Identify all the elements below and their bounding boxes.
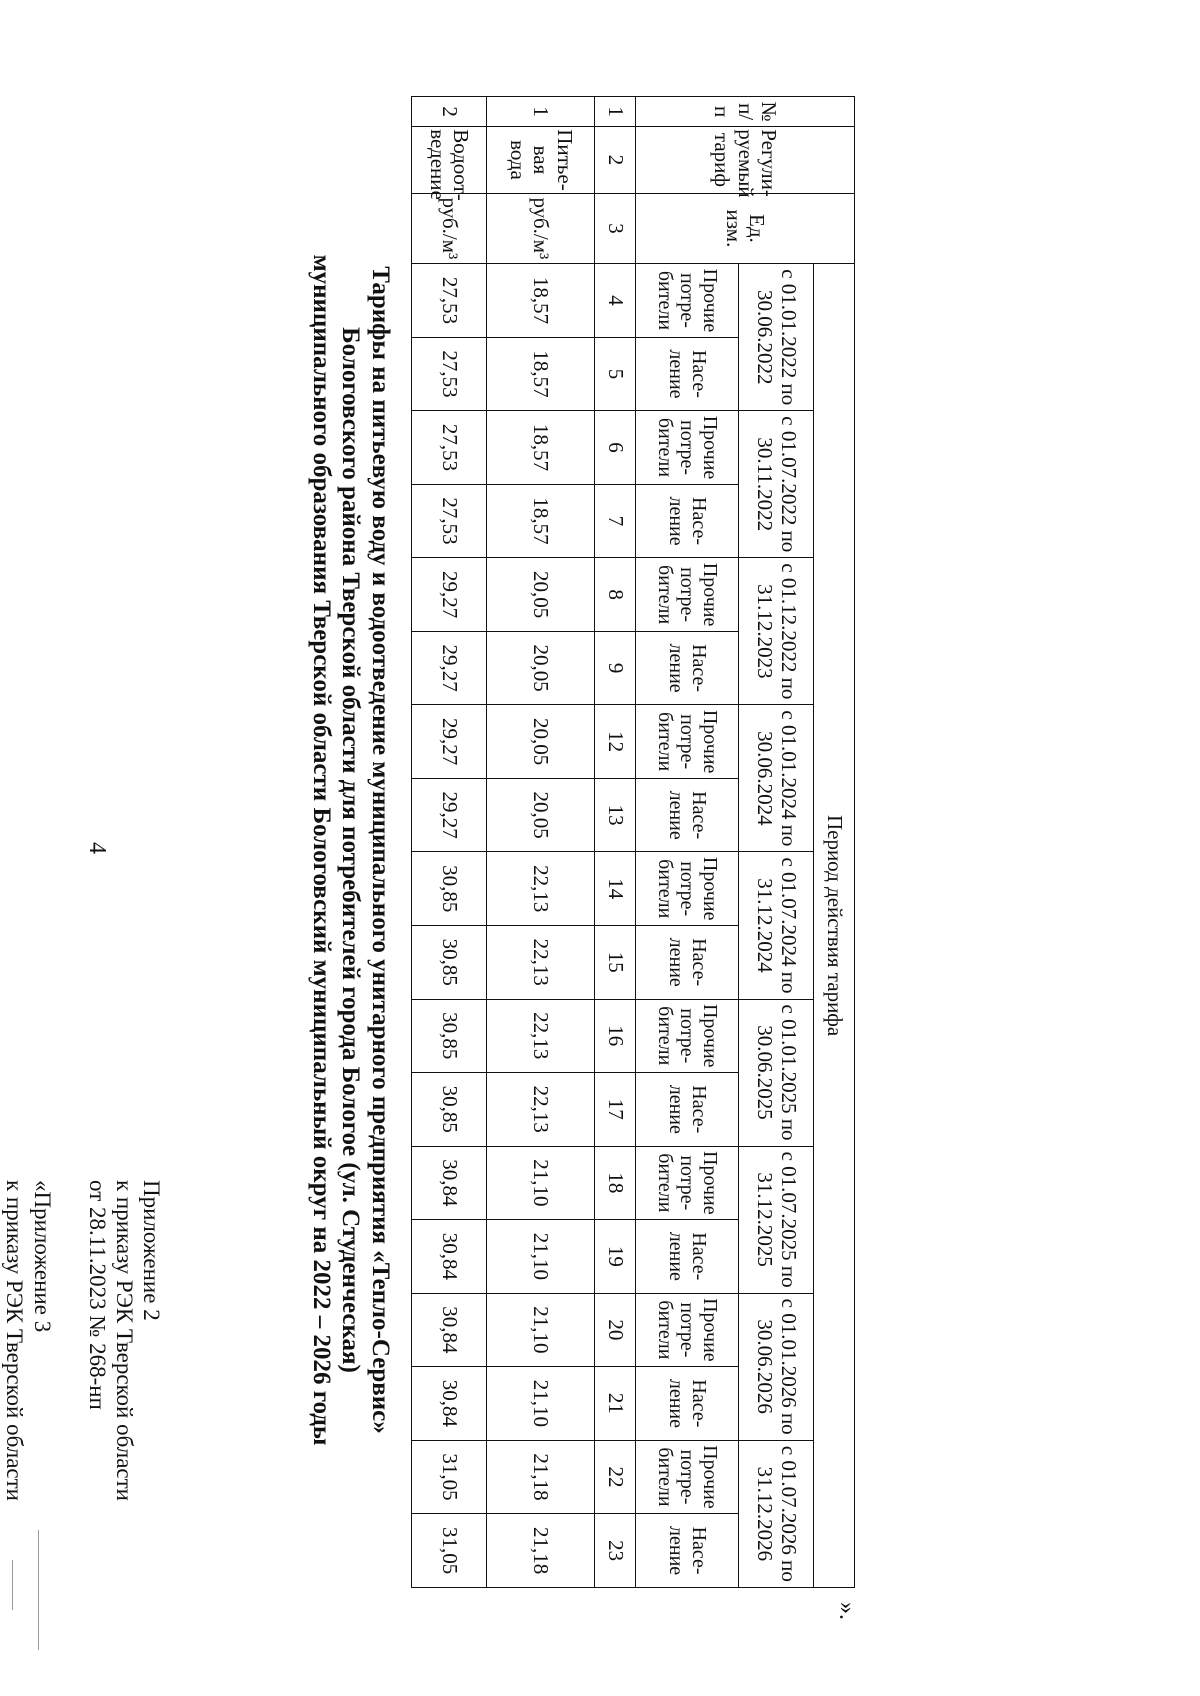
row-unit: руб./м³	[412, 193, 487, 264]
period-cell: с 01.01.2026 по 30.06.2026	[739, 1293, 814, 1440]
title-line: Бологовского района Тверской области для потребителей города Бологое (ул. Студенческая)	[337, 327, 365, 1373]
tariff-value: 22,13	[486, 999, 594, 1073]
tariff-value: 18,57	[486, 411, 594, 485]
tariff-value: 30,85	[412, 1073, 487, 1147]
row-no: 1	[486, 97, 594, 127]
tariff-value: 18,57	[486, 264, 594, 338]
tariff-value: 30,84	[412, 1220, 487, 1294]
column-number: 13	[595, 778, 636, 852]
tariff-value: 30,84	[412, 1293, 487, 1367]
tariff-value: 29,27	[412, 631, 487, 705]
tariff-value: 20,05	[486, 631, 594, 705]
column-number: 2	[595, 127, 636, 193]
column-number: 18	[595, 1146, 636, 1220]
period-cell: с 01.07.2022 по 30.11.2022	[739, 411, 814, 558]
row-unit: руб./м³	[486, 193, 594, 264]
consumer-population: Насе-ление	[635, 1514, 739, 1588]
appendix-line: к приказу РЭК Тверской области	[2, 1180, 28, 1501]
tariff-value: 27,53	[412, 411, 487, 485]
tariff-value: 27,53	[412, 264, 487, 338]
tariff-value: 21,10	[486, 1146, 594, 1220]
tariff-value: 22,13	[486, 1073, 594, 1147]
header-row	[814, 97, 855, 1588]
period-cell: с 01.07.2025 по 31.12.2025	[739, 1146, 814, 1293]
column-number: 16	[595, 999, 636, 1073]
column-number: 3	[595, 193, 636, 264]
period-cell: с 01.01.2025 по 30.06.2025	[739, 999, 814, 1146]
column-number-row	[595, 97, 636, 1588]
column-number: 20	[595, 1293, 636, 1367]
header-no: № п/п	[635, 97, 854, 127]
column-number: 6	[595, 411, 636, 485]
consumer-other: Прочие потре-бители	[635, 1146, 739, 1220]
tariff-value: 29,27	[412, 778, 487, 852]
tariff-value: 30,85	[412, 999, 487, 1073]
page-number: 4	[84, 842, 110, 854]
document-title	[307, 140, 396, 1560]
consumer-other: Прочие потре-бители	[635, 558, 739, 632]
period-cell: с 01.12.2022 по 31.12.2023	[739, 558, 814, 705]
tariff-value: 30,84	[412, 1146, 487, 1220]
consumer-row	[635, 97, 739, 1588]
column-number: 8	[595, 558, 636, 632]
title-line: муниципального образования Тверской области Бологовский муниципальный округ на 2022 – 2026 годы	[308, 254, 335, 1446]
header-unit: Ед. изм.	[635, 193, 854, 264]
tariff-value: 18,57	[486, 337, 594, 411]
consumer-other: Прочие потре-бители	[635, 999, 739, 1073]
consumer-population: Насе-ление	[635, 631, 739, 705]
column-number: 9	[595, 631, 636, 705]
period-cell: с 01.01.2024 по 30.06.2024	[739, 705, 814, 852]
consumer-population: Насе-ление	[635, 484, 739, 558]
row-tariff: Питье-вая вода	[486, 127, 594, 193]
consumer-other: Прочие потре-бители	[635, 1440, 739, 1514]
header-period: Период действия тарифа	[814, 264, 855, 1588]
consumer-population: Насе-ление	[635, 925, 739, 999]
appendix-line: «Приложение 3	[29, 1180, 55, 1333]
consumer-other: Прочие потре-бители	[635, 705, 739, 779]
title-line: Тарифы на питьевую воду и водоотведение муниципального унитарного предприятия «Тепло-Сервис»	[367, 266, 394, 1434]
table-row	[486, 97, 594, 1588]
tariff-value: 29,27	[412, 558, 487, 632]
consumer-other: Прочие потре-бители	[635, 852, 739, 926]
tariff-value: 31,05	[412, 1514, 487, 1588]
period-row	[739, 97, 814, 1588]
column-number: 7	[595, 484, 636, 558]
appendix-line: Приложение 2	[139, 1180, 164, 1321]
appendix-line: от 28.11.2023 № 268-нп	[84, 1180, 110, 1410]
period-cell: с 01.07.2024 по 31.12.2024	[739, 852, 814, 999]
header-tariff: Регули-руемый тариф	[635, 127, 854, 193]
consumer-population: Насе-ление	[635, 337, 739, 411]
tariff-value: 21,18	[486, 1440, 594, 1514]
table-row	[412, 97, 487, 1588]
consumer-population: Насе-ление	[635, 1220, 739, 1294]
tariff-value: 30,84	[412, 1367, 487, 1441]
period-cell: с 01.07.2026 по 31.12.2026	[739, 1440, 814, 1587]
tariff-value: 22,13	[486, 925, 594, 999]
tariff-table-body	[412, 97, 855, 1588]
column-number: 1	[595, 97, 636, 127]
tariff-value: 18,57	[486, 484, 594, 558]
column-number: 12	[595, 705, 636, 779]
tariff-value: 30,85	[412, 852, 487, 926]
column-number: 14	[595, 852, 636, 926]
tariff-value: 29,27	[412, 705, 487, 779]
column-number: 23	[595, 1514, 636, 1588]
tariff-value: 27,53	[412, 484, 487, 558]
consumer-other: Прочие потре-бители	[635, 411, 739, 485]
row-tariff: Водоот-ведение	[412, 127, 487, 193]
tariff-value: 21,18	[486, 1514, 594, 1588]
tariff-value: 21,10	[486, 1293, 594, 1367]
tariff-value: 27,53	[412, 337, 487, 411]
tariff-table	[411, 96, 855, 1588]
closing-mark: ».	[834, 1602, 860, 1620]
row-no: 2	[412, 97, 487, 127]
consumer-other: Прочие потре-бители	[635, 264, 739, 338]
tariff-value: 31,05	[412, 1440, 487, 1514]
appendix-header	[0, 1180, 165, 1501]
tariff-value: 20,05	[486, 778, 594, 852]
column-number: 22	[595, 1440, 636, 1514]
tariff-value: 21,10	[486, 1367, 594, 1441]
column-number: 21	[595, 1367, 636, 1441]
column-number: 15	[595, 925, 636, 999]
consumer-population: Насе-ление	[635, 1073, 739, 1147]
period-cell: с 01.01.2022 по 30.06.2022	[739, 264, 814, 411]
column-number: 5	[595, 337, 636, 411]
tariff-value: 30,85	[412, 925, 487, 999]
tariff-value: 22,13	[486, 852, 594, 926]
tariff-value: 20,05	[486, 558, 594, 632]
consumer-population: Насе-ление	[635, 778, 739, 852]
appendix-line: к приказу РЭК Тверской области	[111, 1180, 137, 1501]
consumer-other: Прочие потре-бители	[635, 1293, 739, 1367]
consumer-population: Насе-ление	[635, 1367, 739, 1441]
column-number: 17	[595, 1073, 636, 1147]
tariff-value: 20,05	[486, 705, 594, 779]
tariff-value: 21,10	[486, 1220, 594, 1294]
column-number: 19	[595, 1220, 636, 1294]
column-number: 4	[595, 264, 636, 338]
